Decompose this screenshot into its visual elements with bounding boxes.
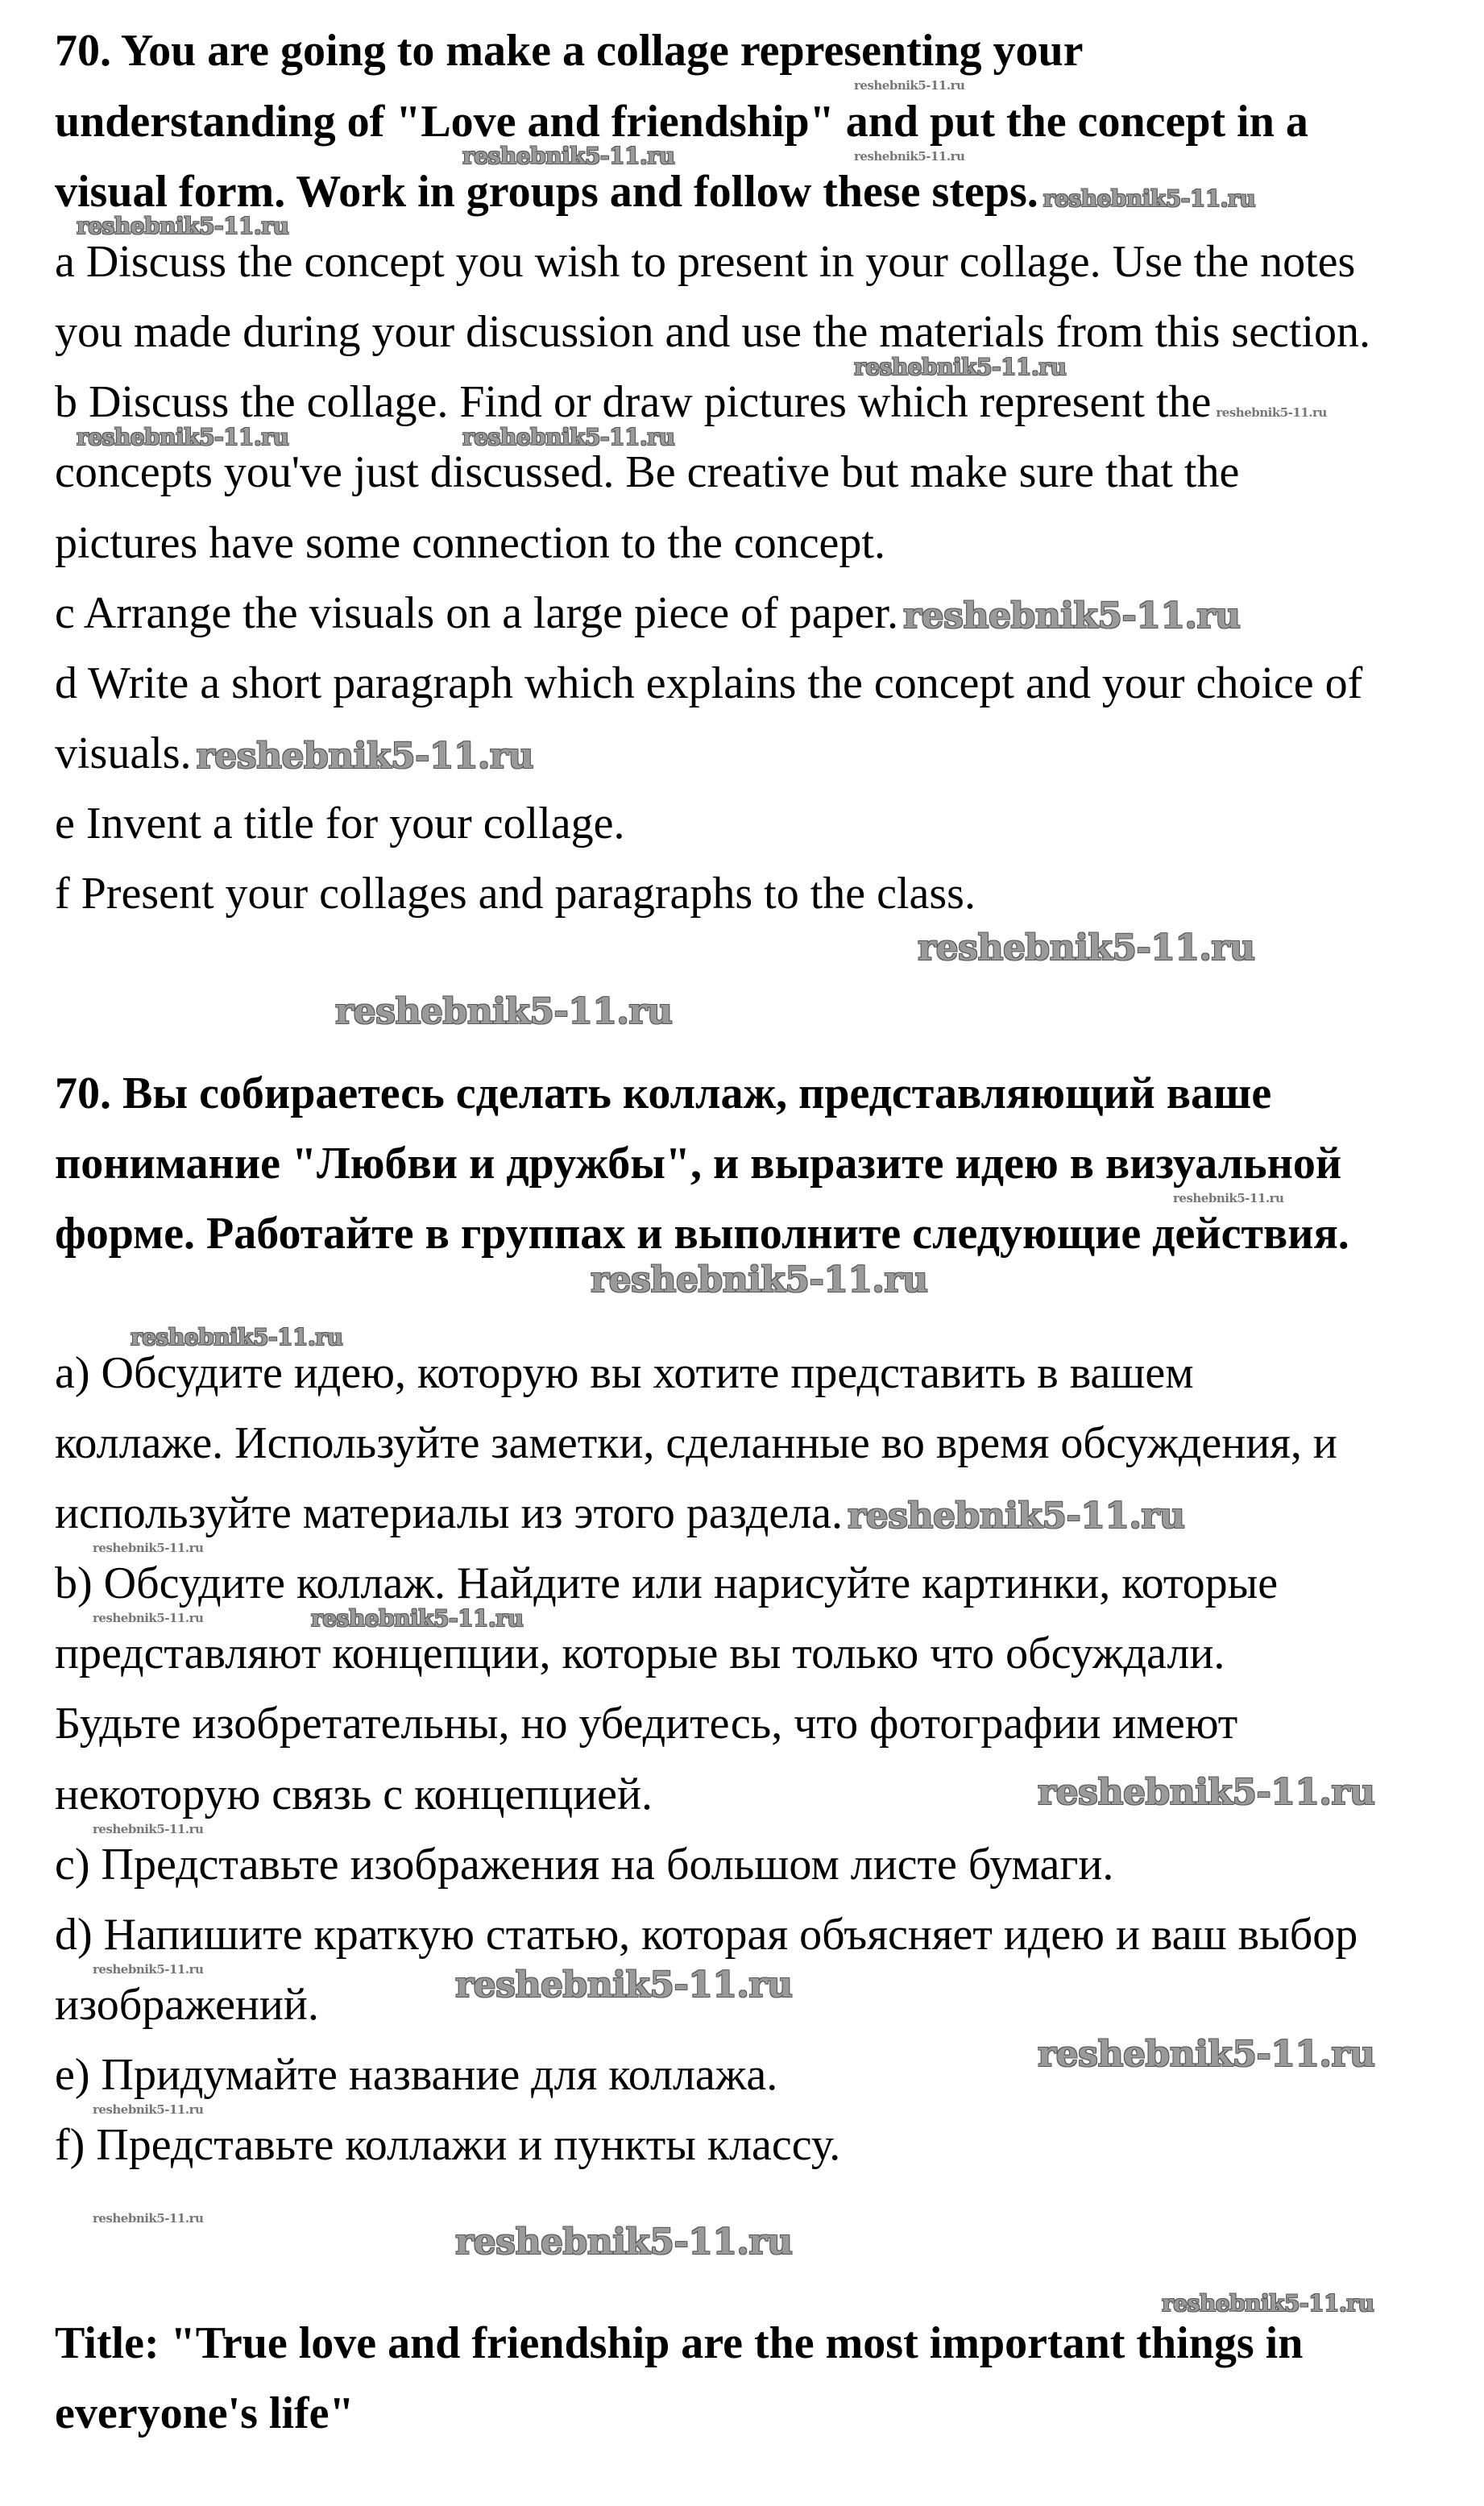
collage-title-line <box>55 2388 354 2438</box>
exercise-heading-en-line <box>55 26 1084 76</box>
line-text: 70. Вы собираетесь сделать коллаж, представляющий ваше <box>55 1068 1272 1118</box>
exercise-step-en-line <box>55 377 1327 427</box>
exercise-heading-ru-line <box>55 1209 1349 1259</box>
watermark: reshebnik5-11.ru <box>196 736 534 777</box>
line-text: Title: "True love and friendship are the most important things in <box>55 2318 1304 2368</box>
exercise-step-ru-line <box>55 1558 1279 1608</box>
watermark: reshebnik5-11.ru <box>77 213 289 239</box>
watermark: reshebnik5-11.ru <box>1043 185 1256 212</box>
watermark: reshebnik5-11.ru <box>918 927 1255 969</box>
watermark: reshebnik5-11.ru <box>1173 1191 1284 1205</box>
watermark: reshebnik5-11.ru <box>93 1822 204 1836</box>
line-text: you made during your discussion and use the materials from this section. <box>55 307 1371 357</box>
exercise-step-ru-line <box>55 2050 778 2100</box>
exercise-step-ru-line <box>55 1910 1358 1960</box>
exercise-step-en-line <box>55 658 1363 708</box>
line-text: представляют концепции, которые вы только что обсуждали. <box>55 1628 1225 1678</box>
watermark: reshebnik5-11.ru <box>903 595 1241 637</box>
watermark: reshebnik5-11.ru <box>462 143 675 169</box>
watermark: reshebnik5-11.ru <box>93 1611 204 1625</box>
exercise-heading-en-line <box>55 167 1256 217</box>
line-text: visuals. <box>55 728 192 778</box>
line-text: некоторую связь с концепцией. <box>55 1770 653 1819</box>
line-text: c Arrange the visuals on a large piece of paper. <box>55 588 898 638</box>
line-text: b Discuss the collage. Find or draw pictures which represent the <box>55 377 1212 427</box>
exercise-step-ru-line <box>55 1488 1185 1538</box>
watermark: reshebnik5-11.ru <box>93 1962 204 1977</box>
line-text: a Discuss the concept you wish to present in your collage. Use the notes <box>55 237 1356 287</box>
line-text: коллаже. Используйте заметки, сделанные во время обсуждения, и <box>55 1418 1337 1468</box>
watermark: reshebnik5-11.ru <box>1162 2290 1374 2317</box>
watermark: reshebnik5-11.ru <box>1038 2034 1375 2075</box>
exercise-step-en-line <box>55 588 1241 638</box>
watermark: reshebnik5-11.ru <box>854 354 1067 380</box>
exercise-heading-ru-line <box>55 1068 1272 1118</box>
exercise-step-en-line <box>55 518 885 568</box>
watermark: reshebnik5-11.ru <box>591 1259 928 1301</box>
exercise-heading-en-line <box>55 97 1308 147</box>
line-text: a) Обсудите идею, которую вы хотите представить в вашем <box>55 1348 1194 1398</box>
line-text: форме. Работайте в группах и выполните следующие действия. <box>55 1209 1349 1259</box>
line-text: изображений. <box>55 1980 319 2030</box>
watermark: reshebnik5-11.ru <box>1216 405 1327 420</box>
exercise-step-ru-line <box>55 1840 1114 1890</box>
watermark: reshebnik5-11.ru <box>854 149 965 164</box>
line-text: используйте материалы из этого раздела. <box>55 1488 844 1538</box>
line-text: d Write a short paragraph which explains the concept and your choice of <box>55 658 1363 708</box>
watermark: reshebnik5-11.ru <box>462 424 675 450</box>
exercise-step-ru-line <box>55 2122 840 2168</box>
exercise-step-ru-line <box>55 1980 319 2030</box>
exercise-step-ru-line <box>55 1699 1238 1749</box>
exercise-step-ru-line <box>55 1628 1225 1678</box>
exercise-step-en-line <box>55 728 534 778</box>
exercise-step-ru-line <box>55 1348 1194 1398</box>
line-text: e Invent a title for your collage. <box>55 799 625 848</box>
watermark: reshebnik5-11.ru <box>854 78 965 93</box>
watermark: reshebnik5-11.ru <box>77 424 289 450</box>
line-text: Будьте изобретательны, но убедитесь, что фотографии имеют <box>55 1699 1238 1749</box>
watermark: reshebnik5-11.ru <box>131 1324 343 1351</box>
exercise-heading-ru-line <box>55 1139 1342 1189</box>
line-text: concepts you've just discussed. Be creative but make sure that the <box>55 447 1240 497</box>
exercise-step-ru-line <box>55 1418 1337 1468</box>
watermark: reshebnik5-11.ru <box>93 2102 204 2117</box>
line-text: c) Представьте изображения на большом листе бумаги. <box>55 1840 1114 1890</box>
watermark: reshebnik5-11.ru <box>311 1605 524 1632</box>
line-text: d) Напишите краткую статью, которая объясняет идею и ваш выбор <box>55 1910 1358 1960</box>
line-text: pictures have some connection to the concept. <box>55 518 885 568</box>
exercise-step-en-line <box>55 237 1356 287</box>
line-text: everyone's life" <box>55 2388 354 2438</box>
line-text: понимание "Любви и дружбы", и выразите идею в визуальной <box>55 1139 1342 1189</box>
watermark: reshebnik5-11.ru <box>455 2222 793 2263</box>
watermark: reshebnik5-11.ru <box>335 991 673 1032</box>
line-text: e) Придумайте название для коллажа. <box>55 2050 778 2100</box>
line-text: visual form. Work in groups and follow these steps. <box>55 167 1038 217</box>
watermark: reshebnik5-11.ru <box>93 1541 204 1555</box>
exercise-step-ru-line <box>55 1772 653 1817</box>
line-text: f) Представьте коллажи и пункты классу. <box>55 2120 841 2170</box>
line-text: f Present your collages and paragraphs to the class. <box>55 869 976 919</box>
line-text: b) Обсудите коллаж. Найдите или нарисуйте картинки, которые <box>55 1558 1279 1608</box>
collage-title-line <box>55 2318 1304 2368</box>
exercise-step-en-line <box>55 447 1240 497</box>
line-text: understanding of "Love and friendship" and put the concept in a <box>55 97 1308 147</box>
line-text: 70. You are going to make a collage representing your <box>55 26 1084 76</box>
watermark: reshebnik5-11.ru <box>848 1496 1185 1537</box>
exercise-step-en-line <box>55 869 976 919</box>
watermark: reshebnik5-11.ru <box>1038 1772 1375 1813</box>
exercise-step-en-line <box>55 801 625 846</box>
watermark: reshebnik5-11.ru <box>455 1965 793 2006</box>
watermark: reshebnik5-11.ru <box>93 2211 204 2226</box>
exercise-step-en-line <box>55 309 1370 355</box>
